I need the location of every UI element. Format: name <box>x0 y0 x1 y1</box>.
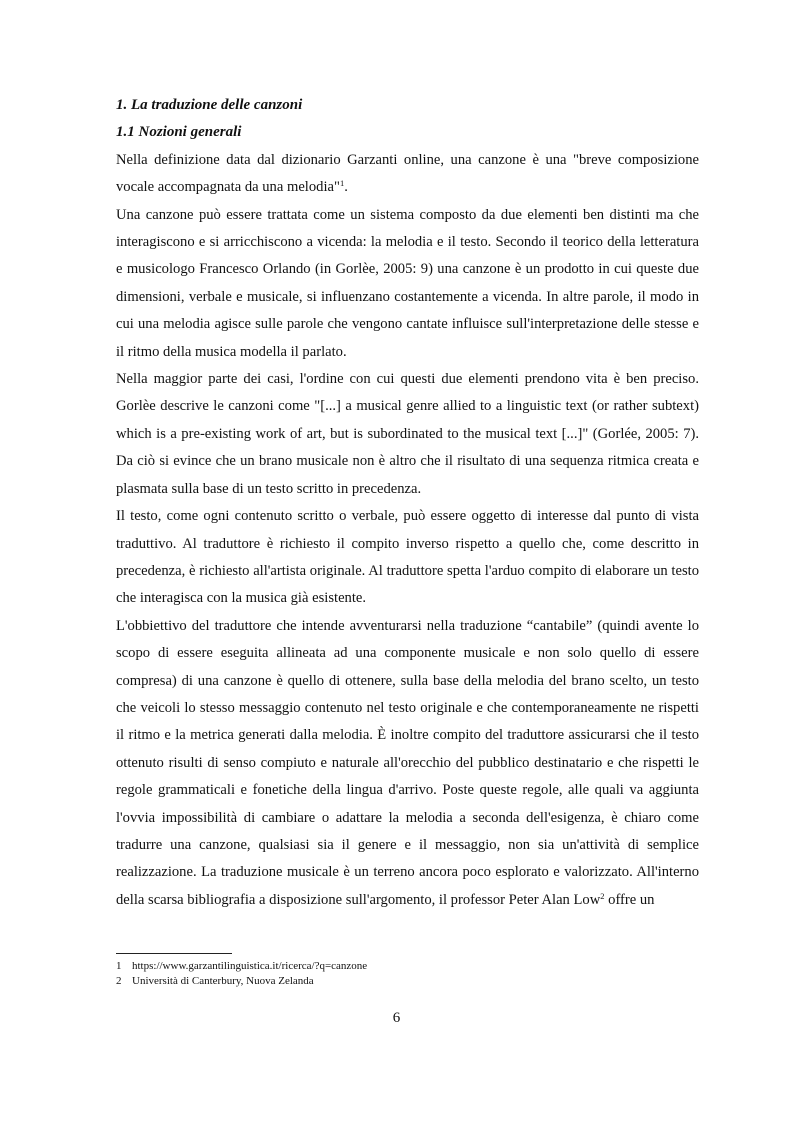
paragraph-5-text: L'obbiettivo del traduttore che intende avventurarsi nella traduzione “cantabile” (quindi avente lo scopo di essere eseguita allineata ad una componente musicale e non solo quello di essere compresa) di una canzone è quello di ottenere, sulla base della melodia del brano scelto, un testo che veicoli lo stesso messaggio contenuto nel testo originale e che contemporaneamente ne rispetti il ritmo e la metrica generati dalla melodia. È inoltre compito del traduttore assicurarsi che il testo ottenuto risulti di senso compiuto e naturale all'orecchio del pubblico destinatario e che rispetti le regole grammaticali e fonetiche della lingua d'arrivo. Poste queste regole, alle quali va aggiunta l'ovvia impossibilità di cambiare o adattare la melodia a seconda dell'esigenza, è chiaro come tradurre una canzone, qualsiasi sia il genere e il messaggio, non sia un'attività di semplice realizzazione. La traduzione musicale è un terreno ancora poco esplorato e valorizzato. All'interno della scarsa bibliografia a disposizione sull'argomento, il professor Peter Alan Low <box>116 617 699 908</box>
page-body <box>116 92 699 914</box>
footnote-2-text: Università di Canterbury, Nuova Zelanda <box>132 975 314 987</box>
paragraph-1 <box>116 147 699 202</box>
footnote-1-number: 1 <box>116 960 122 972</box>
footnote-ref-1[interactable]: 1 <box>339 178 345 189</box>
footnote-1-link[interactable]: https://www.garzantilinguistica.it/ricerca/?q=canzone <box>132 960 368 972</box>
chapter-heading: 1. La traduzione delle canzoni <box>116 97 303 113</box>
footnote-2-number: 2 <box>116 975 122 987</box>
page-number: 6 <box>392 1010 401 1026</box>
paragraph-5-end: offre un <box>604 891 655 908</box>
paragraph-4: Il testo, come ogni contenuto scritto o verbale, può essere oggetto di interesse dal punto di vista traduttivo. Al traduttore è richiesto il compito inverso rispetto a quello che, come descritto in precedenza, è richiesto all'artista originale. Al traduttore spetta l'arduo compito di elaborare un testo che interagisca con la musica già esistente. <box>116 508 699 607</box>
footnote-separator <box>116 953 232 954</box>
footnote-ref-2[interactable]: 2 <box>600 890 605 901</box>
footnote-1 <box>116 959 699 974</box>
paragraph-2: Una canzone può essere trattata come un sistema composto da due elementi ben distinti ma che interagiscono e si arricchiscono a vicenda: la melodia e il testo. Secondo il teorico della letteratura e musicologo Francesco Orlando (in Gorlèe, 2005: 9) una canzone è un prodotto in cui queste due dimensioni, verbale e musicale, si influenzano costantemente a vicenda. In altre parole, il modo in cui una melodia agisce sulle parole che vengono cantate influisce sull'interpretazione delle stesse e il ritmo della musica modella il parlato. <box>116 206 699 360</box>
paragraph-5 <box>116 613 699 914</box>
paragraph-1-text: Nella definizione data dal dizionario Garzanti online, una canzone è una "breve composizione vocale accompagnata da una melodia" <box>116 151 699 196</box>
section-heading: 1.1 Nozioni generali <box>116 124 242 141</box>
paragraph-3: Nella maggior parte dei casi, l'ordine con cui questi due elementi prendono vita è ben preciso. Gorlèe descrive le canzoni come "[...] a musical genre allied to a linguistic text (or rather subtext) which is a pre-existing work of art, but is subordinated to the musical text [...]" (Gorlée, 2005: 7). Da ciò si evince che un brano musicale non è altro che il risultato di una sequenza ritmica creata e plasmata sulla base di un testo scritto in precedenza. <box>116 371 699 497</box>
footnote-2 <box>116 974 699 989</box>
footnotes <box>116 953 699 989</box>
body-text <box>116 147 699 914</box>
paragraph-1-end: . <box>344 179 348 196</box>
